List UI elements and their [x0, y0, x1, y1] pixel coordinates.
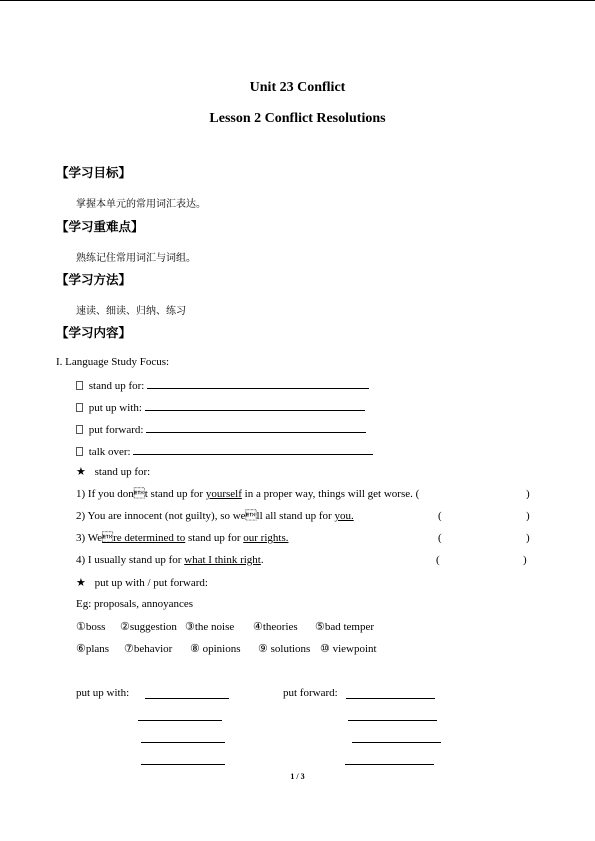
goal-text: 掌握本单元的常用词汇表达。 [76, 199, 206, 210]
part1-heading: I. Language Study Focus: [56, 356, 170, 368]
put-up-with-label: put up with: [76, 687, 130, 699]
page-title: Unit 23 Conflict [249, 80, 346, 95]
paren-open: ( [436, 554, 440, 566]
checkbox-icon [76, 425, 83, 434]
goal-heading: 【学习目标】 [56, 165, 132, 180]
sentence-3: 3) Were determined to stand up for our rights. [76, 532, 289, 544]
star-icon: ★ [76, 577, 86, 589]
top-border [0, 0, 595, 1]
difficulty-heading: 【学习重难点】 [56, 219, 144, 234]
star-heading-2: ★ put up with / put forward: [76, 577, 208, 589]
paren-close: ) [526, 488, 530, 500]
answer-blank[interactable] [352, 742, 441, 743]
checkbox-icon [76, 403, 83, 412]
sentence-2: 2) You are innocent (not guilty), so well all stand up for you. [76, 510, 354, 522]
answer-blank[interactable] [133, 444, 373, 455]
option-item: ⑦behavior [124, 643, 173, 655]
option-item: ⑤bad temper [315, 621, 375, 633]
answer-blank[interactable] [345, 764, 434, 765]
phrase-item: put forward: [76, 422, 366, 436]
option-item: ②suggestion [120, 621, 177, 633]
option-item: ①boss [76, 621, 106, 633]
paren-close: ) [523, 554, 527, 566]
answer-blank[interactable] [147, 378, 369, 389]
answer-blank[interactable] [141, 764, 225, 765]
content-heading: 【学习内容】 [56, 325, 132, 340]
example-line: Eg: proposals, annoyances [76, 598, 193, 610]
option-item: ⑩ viewpoint [320, 643, 377, 655]
answer-blank[interactable] [145, 698, 229, 699]
difficulty-text: 熟练记住常用词汇与词组。 [76, 253, 196, 264]
sentence-1: 1) If you dont stand up for yourself in a proper way, things will get worse. ( [76, 488, 420, 500]
answer-blank[interactable] [346, 698, 435, 699]
sentence-4: 4) I usually stand up for what I think right. [76, 554, 264, 566]
option-item: ⑥plans [76, 643, 110, 655]
star-heading-1: ★ stand up for: [76, 466, 151, 478]
paren-open: ( [438, 510, 442, 522]
method-text: 速读、细读、归纳、练习 [76, 306, 186, 317]
option-item: ⑧ opinions [190, 643, 241, 655]
put-forward-label: put forward: [283, 687, 338, 699]
option-item: ③the noise [185, 621, 235, 633]
phrase-item: talk over: [76, 444, 373, 458]
phrase-item: put up with: [76, 400, 365, 414]
page-subtitle: Lesson 2 Conflict Resolutions [209, 111, 386, 126]
option-item: ④theories [253, 621, 298, 633]
answer-blank[interactable] [145, 400, 365, 411]
paren-open: ( [438, 532, 442, 544]
checkbox-icon [76, 447, 83, 456]
option-item: ⑨ solutions [258, 643, 311, 655]
page-number: 1 / 3 [290, 772, 305, 781]
paren-close: ) [526, 510, 530, 522]
phrase-item: stand up for: [76, 378, 369, 392]
paren-close: ) [526, 532, 530, 544]
answer-blank[interactable] [348, 720, 437, 721]
answer-blank[interactable] [146, 422, 366, 433]
answer-blank[interactable] [138, 720, 222, 721]
star-icon: ★ [76, 466, 86, 478]
checkbox-icon [76, 381, 83, 390]
method-heading: 【学习方法】 [56, 272, 132, 287]
answer-blank[interactable] [141, 742, 225, 743]
